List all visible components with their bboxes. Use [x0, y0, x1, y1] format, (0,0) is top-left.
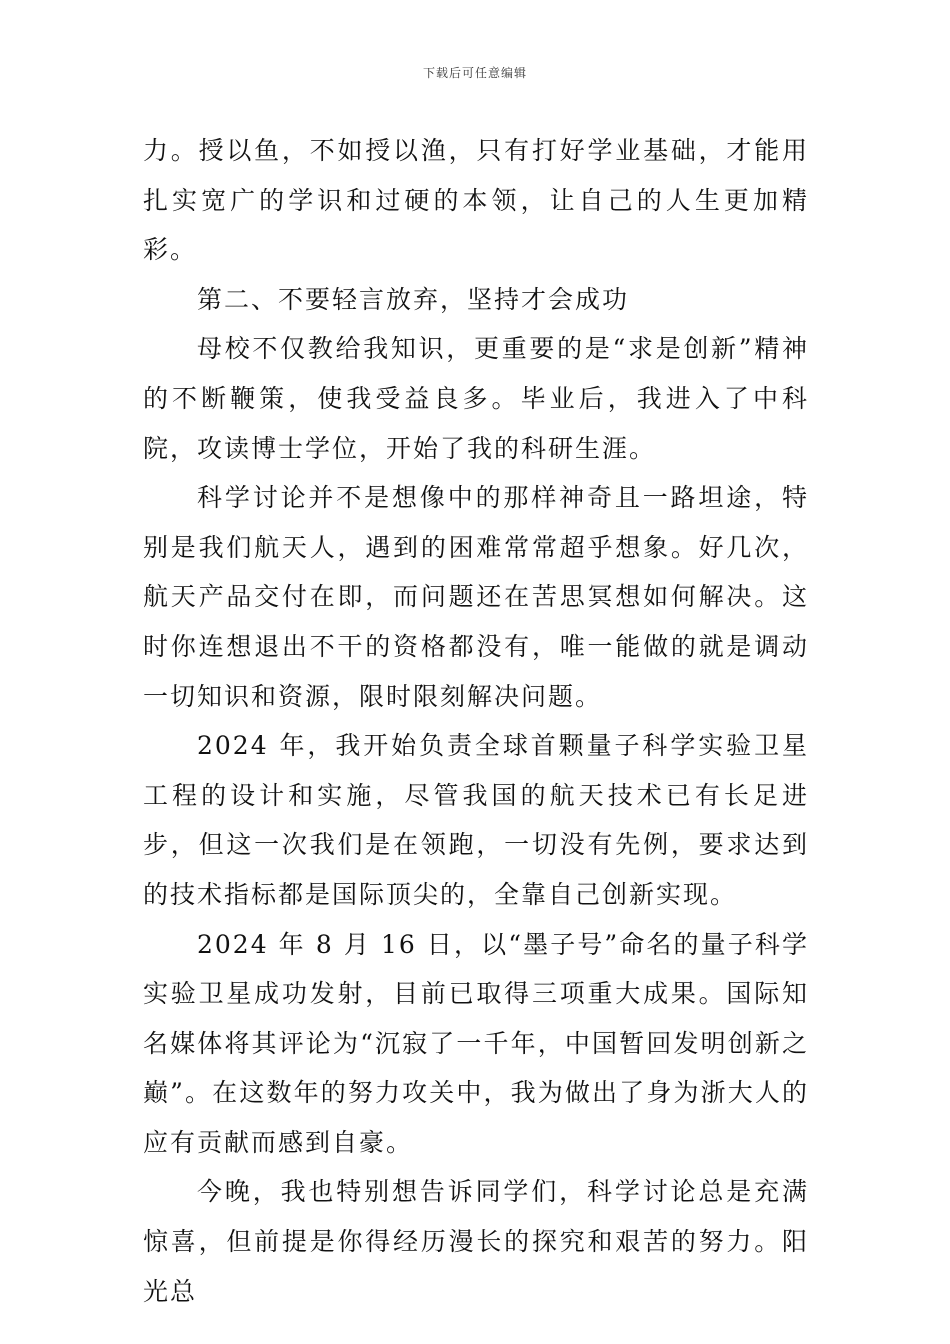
paragraph: 今晚，我也特别想告诉同学们，科学讨论总是充满惊喜，但前提是你得经历漫长的探究和艰苦的努力。阳光总 [143, 1177, 809, 1306]
paragraph: 科学讨论并不是想像中的那样神奇且一路坦途，特别是我们航天人，遇到的困难常常超乎想象。好几次，航天产品交付在即，而问题还在苦思冥想如何解决。这时你连想退出不干的资格都没有，唯一能做的就是调动一切知识和资源，限时限刻解决问题。 [143, 483, 809, 711]
paragraph: 2024 年，我开始负责全球首颗量子科学实验卫星工程的设计和实施，尽管我国的航天技术已有长足进步，但这一次我们是在领跑，一切没有先例，要求达到的技术指标都是国际顶尖的，全靠自己创新实现。 [143, 731, 809, 909]
document-body [143, 126, 809, 1316]
paragraph: 2024 年 8 月 16 日，以“墨子号”命名的量子科学实验卫星成功发射，目前已取得三项重大成果。国际知名媒体将其评论为“沉寂了一千年，中国暂回发明创新之巅”。在这数年的努力攻关中，我为做出了身为浙大人的应有贡献而感到自豪。 [143, 929, 809, 1157]
page-header: 下载后可任意编辑 [422, 66, 527, 80]
paragraph-continuation: 力。授以鱼，不如授以渔，只有打好学业基础，才能用扎实宽广的学识和过硬的本领，让自己的人生更加精彩。 [143, 136, 809, 265]
paragraph: 母校不仅教给我知识，更重要的是“求是创新”精神的不断鞭策，使我受益良多。毕业后，我进入了中科院，攻读博士学位，开始了我的科研生涯。 [143, 334, 809, 463]
section-heading: 第二、不要轻言放弃，坚持才会成功 [197, 284, 630, 314]
